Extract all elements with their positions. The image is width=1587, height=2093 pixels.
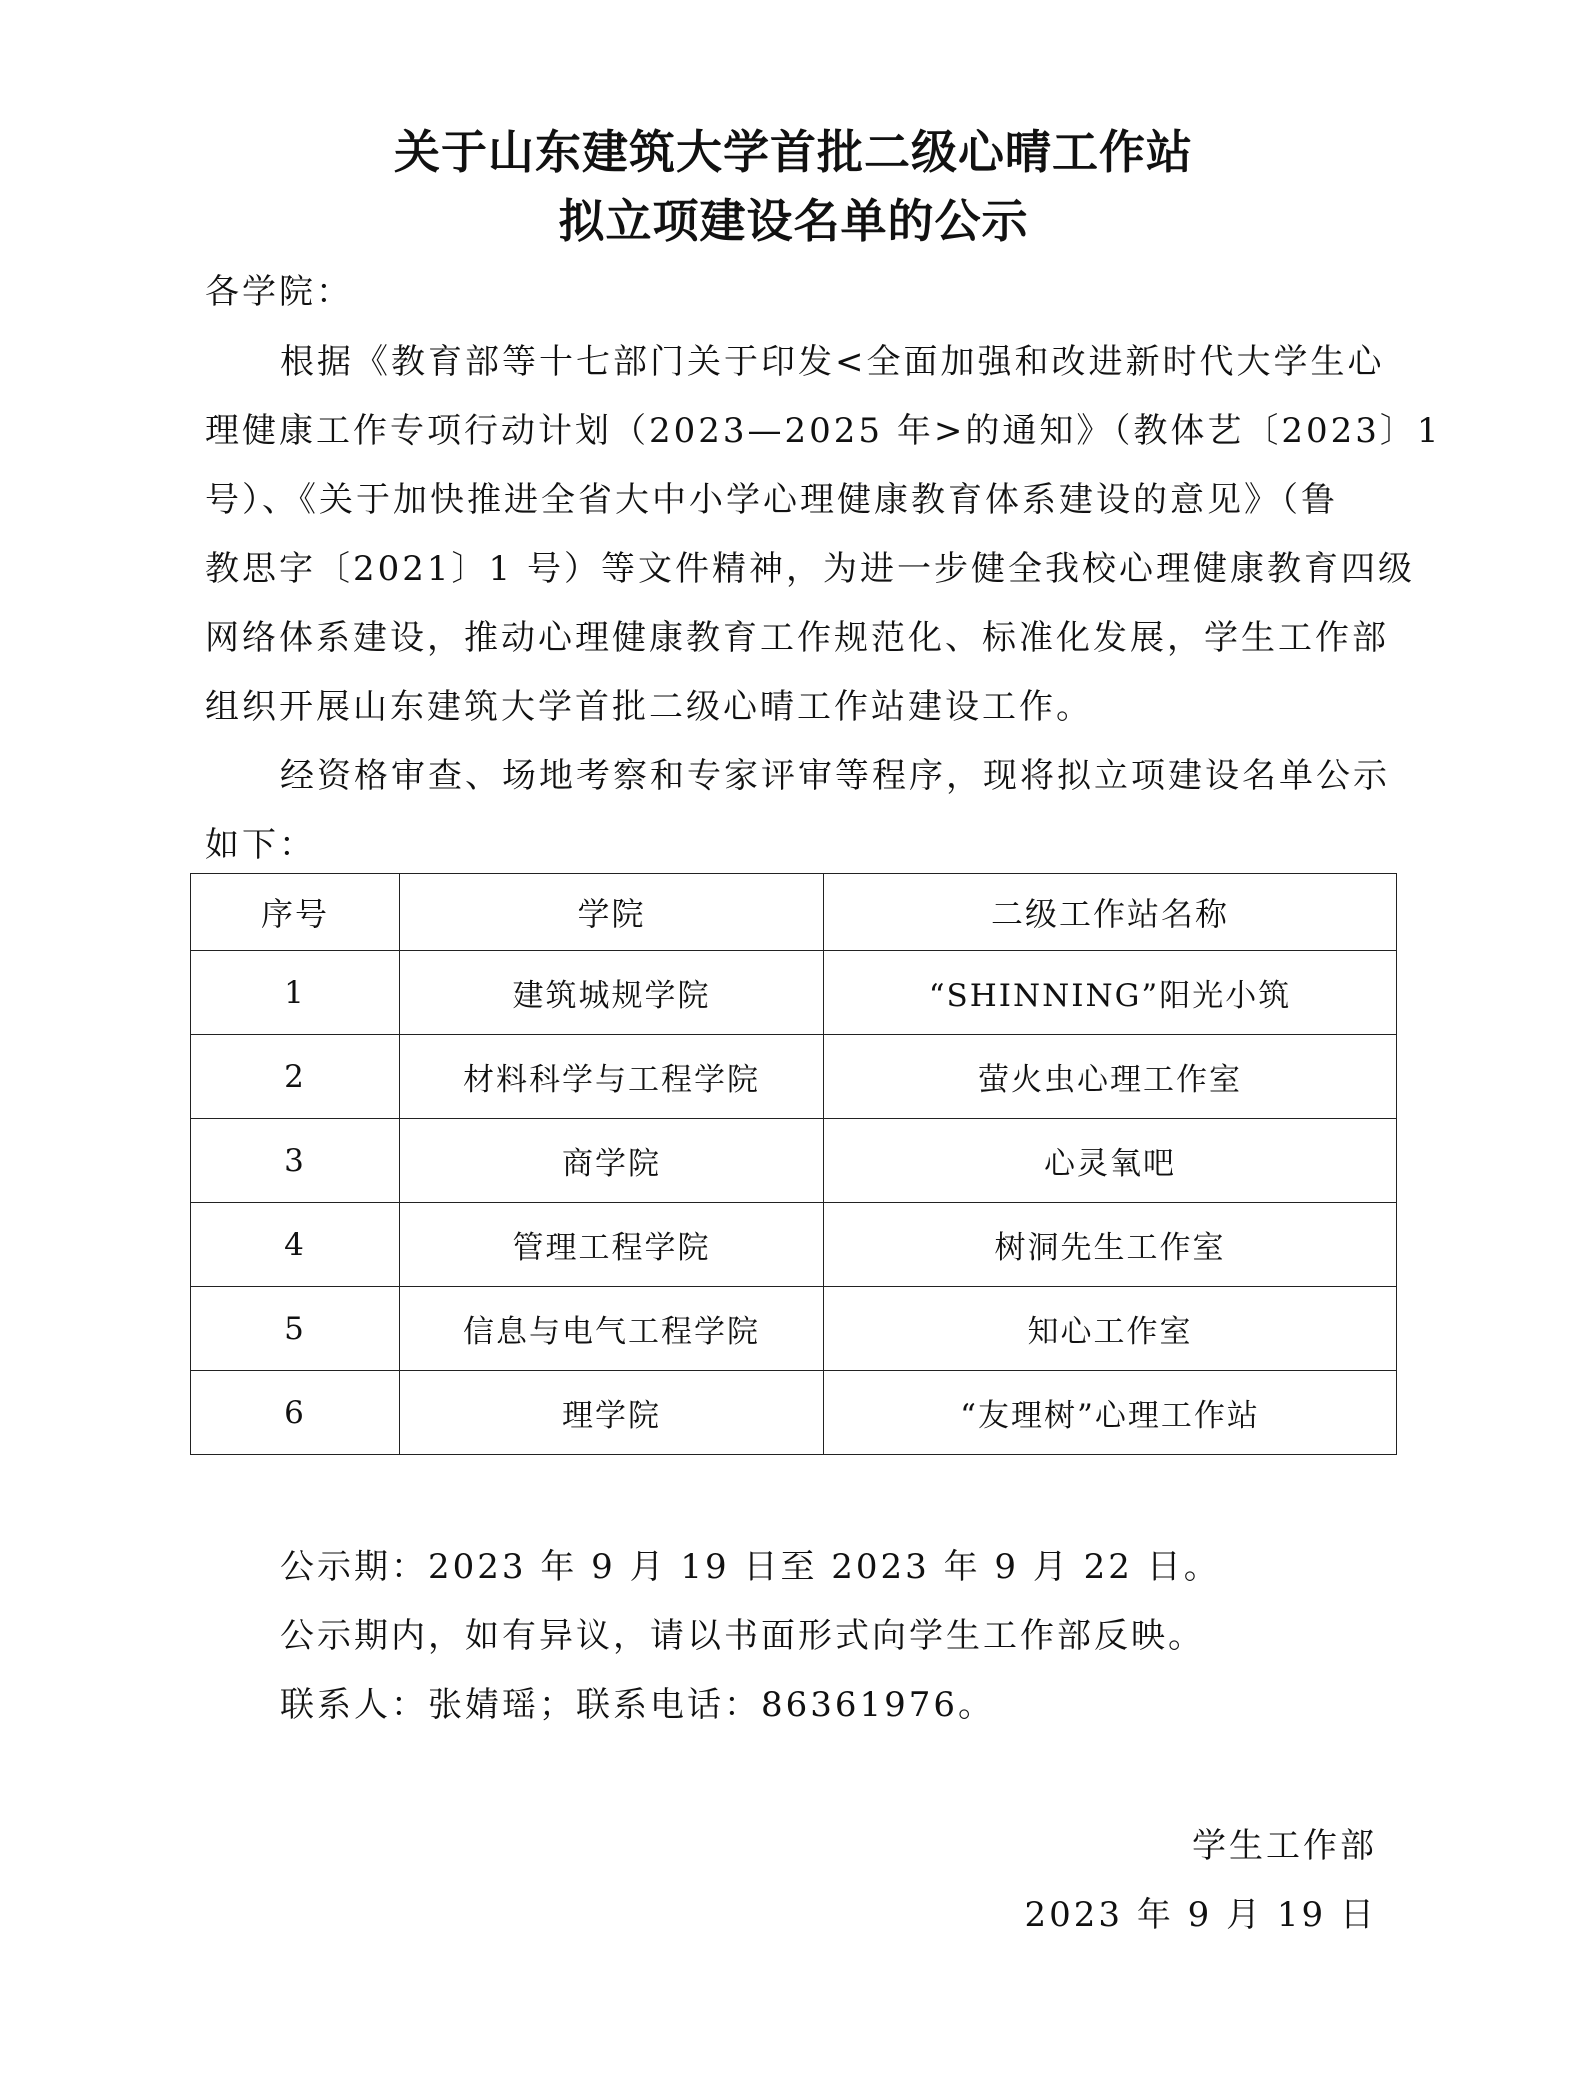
table-row	[191, 1119, 1397, 1203]
cell-station-name: “SHINNING”阳光小筑	[824, 951, 1397, 1035]
contact-info: 联系人：张婧瑶；联系电话：86361976。	[280, 1685, 996, 1725]
paragraph-1-line: 网络体系建设，推动心理健康教育工作规范化、标准化发展，学生工作部	[205, 618, 1389, 658]
cell-station-name: “友理树”心理工作站	[824, 1371, 1397, 1455]
cell-station-name: 树洞先生工作室	[824, 1203, 1397, 1287]
paragraph-2-line: 经资格审查、场地考察和专家评审等程序，现将拟立项建设名单公示	[280, 756, 1390, 796]
paragraph-2-line: 如下：	[205, 825, 316, 865]
cell-station-name: 知心工作室	[824, 1287, 1397, 1371]
station-list-table	[190, 873, 1396, 1455]
salutation: 各学院：	[205, 272, 353, 312]
paragraph-1-line: 教思字〔2021〕1 号）等文件精神，为进一步健全我校心理健康教育四级	[205, 549, 1415, 589]
table-row	[191, 1287, 1397, 1371]
paragraph-1-line: 号）、《关于加快推进全省大中小学心理健康教育体系建设的意见》（鲁	[205, 480, 1338, 520]
signature-date: 2023 年 9 月 19 日	[1024, 1895, 1377, 1935]
paragraph-1-line: 根据《教育部等十七部门关于印发<全面加强和改进新时代大学生心	[280, 342, 1385, 382]
paragraph-1-line: 理健康工作专项行动计划（2023—2025 年>的通知》（教体艺〔2023〕1	[205, 411, 1442, 451]
cell-station-name: 萤火虫心理工作室	[824, 1035, 1397, 1119]
header-index: 序号	[191, 874, 400, 951]
paragraph-1-line: 组织开展山东建筑大学首批二级心晴工作站建设工作。	[205, 687, 1093, 727]
cell-college: 材料科学与工程学院	[400, 1035, 824, 1119]
table-header-row	[191, 874, 1397, 951]
cell-index: 6	[191, 1371, 400, 1455]
cell-index: 4	[191, 1203, 400, 1287]
table-row	[191, 951, 1397, 1035]
header-college: 学院	[400, 874, 824, 951]
cell-college: 理学院	[400, 1371, 824, 1455]
document-title-line-2: 拟立项建设名单的公示	[558, 194, 1029, 248]
cell-college: 商学院	[400, 1119, 824, 1203]
table-row	[191, 1371, 1397, 1455]
cell-index: 2	[191, 1035, 400, 1119]
cell-station-name: 心灵氧吧	[824, 1119, 1397, 1203]
cell-college: 建筑城规学院	[400, 951, 824, 1035]
cell-college: 信息与电气工程学院	[400, 1287, 824, 1371]
table-row	[191, 1203, 1397, 1287]
cell-index: 1	[191, 951, 400, 1035]
signature-department: 学生工作部	[1192, 1826, 1377, 1866]
cell-index: 3	[191, 1119, 400, 1203]
header-station-name: 二级工作站名称	[824, 874, 1397, 951]
publicity-period: 公示期：2023 年 9 月 19 日至 2023 年 9 月 22 日。	[280, 1547, 1221, 1587]
objection-note: 公示期内，如有异议，请以书面形式向学生工作部反映。	[280, 1616, 1205, 1656]
cell-college: 管理工程学院	[400, 1203, 824, 1287]
table-row	[191, 1035, 1397, 1119]
cell-index: 5	[191, 1287, 400, 1371]
document-title-line-1: 关于山东建筑大学首批二级心晴工作站	[394, 125, 1193, 179]
